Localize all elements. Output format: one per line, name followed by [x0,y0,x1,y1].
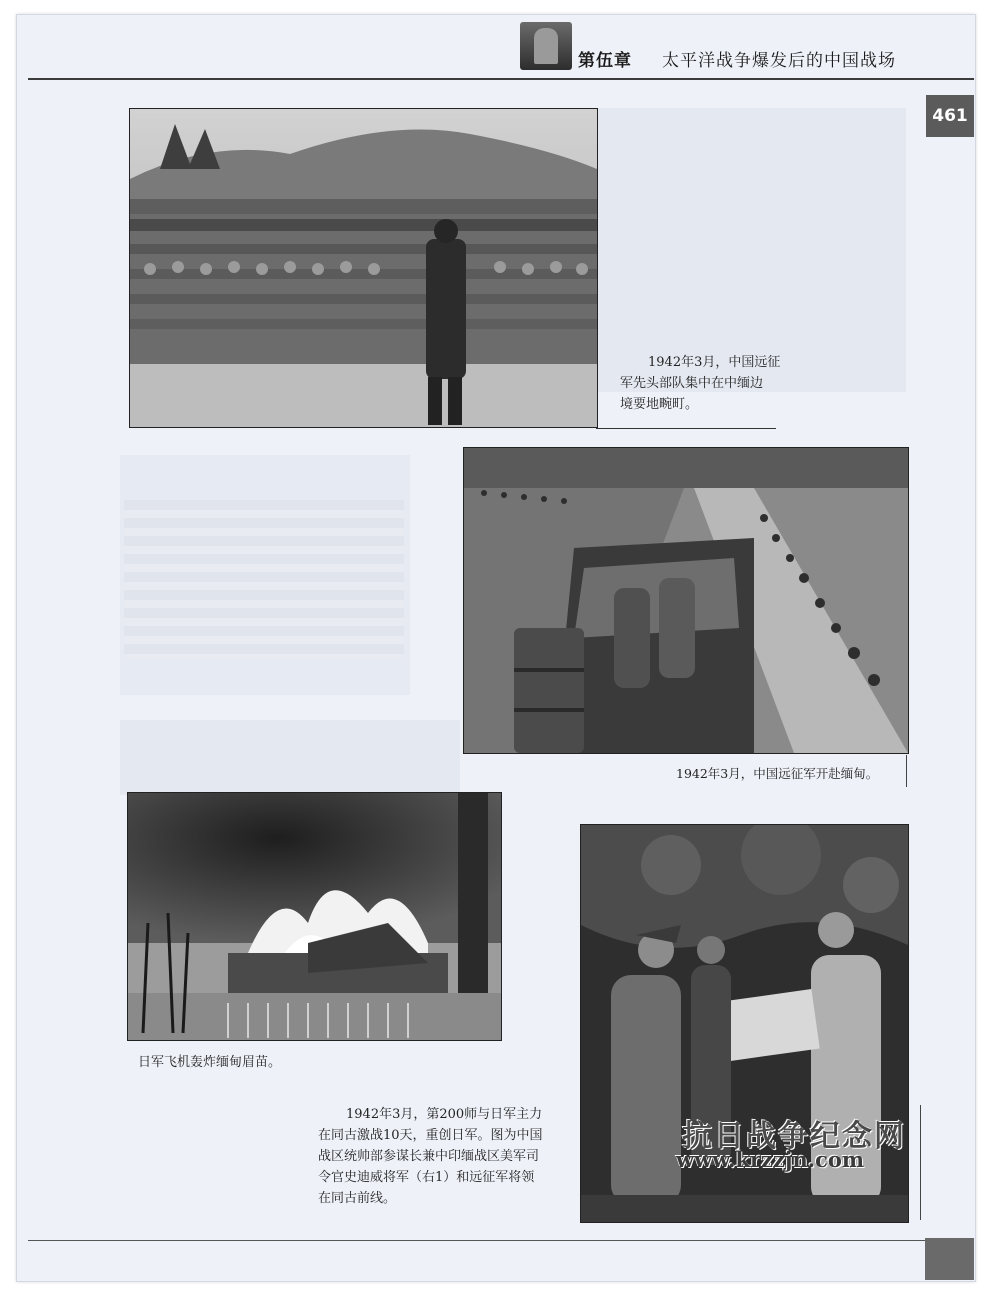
caption-divider [906,755,907,787]
caption-divider [920,1105,921,1220]
caption-stilwell-toungoo [318,1104,580,1209]
page-number: 461 [926,95,974,137]
footer-corner-block [925,1238,974,1280]
photo-convoy-marching-image [464,448,908,753]
photo-bombing-maymyo-image [128,793,501,1040]
footer-rule [28,1240,974,1241]
caption-line: 境要地畹町。 [620,397,699,412]
chapter-title: 太平洋战争爆发后的中国战场 [662,51,896,71]
bleed-through-area-lower [120,720,460,795]
bleed-through-text [124,500,404,660]
photo-bombing-maymyo [127,792,502,1041]
caption-troops-assembled [620,352,790,415]
caption-convoy-marching: 1942年3月，中国远征军开赴缅甸。 [676,766,879,781]
caption-underline [596,428,776,429]
photo-troops-assembled [129,108,598,428]
caption-line: 1942年3月，第200师与日军主力 [346,1107,543,1122]
watermark-site-name: 抗日战争纪念网 [682,1119,906,1154]
photo-troops-assembled-image [130,109,597,427]
watermark-url: www.krzzjn.com [676,1147,865,1172]
photo-convoy-marching [463,447,909,754]
caption-line: 军先头部队集中在中缅边 [620,376,764,391]
caption-bombing-maymyo: 日军飞机轰炸缅甸眉苗。 [138,1055,282,1070]
soldiers-emblem-icon [520,22,572,70]
caption-line: 战区统帅部参谋长兼中印缅战区美军司 [318,1149,540,1164]
header-rule [28,78,974,80]
caption-line: 在同古前线。 [318,1191,397,1206]
caption-line: 1942年3月，中国远征 [648,355,781,370]
caption-line: 令官史迪威将军（右1）和远征军将领 [318,1170,535,1185]
chapter-label: 第伍章 [578,51,632,71]
caption-line: 在同古激战10天，重创日军。图为中国 [318,1128,543,1143]
bleed-through-area-top [596,108,906,392]
